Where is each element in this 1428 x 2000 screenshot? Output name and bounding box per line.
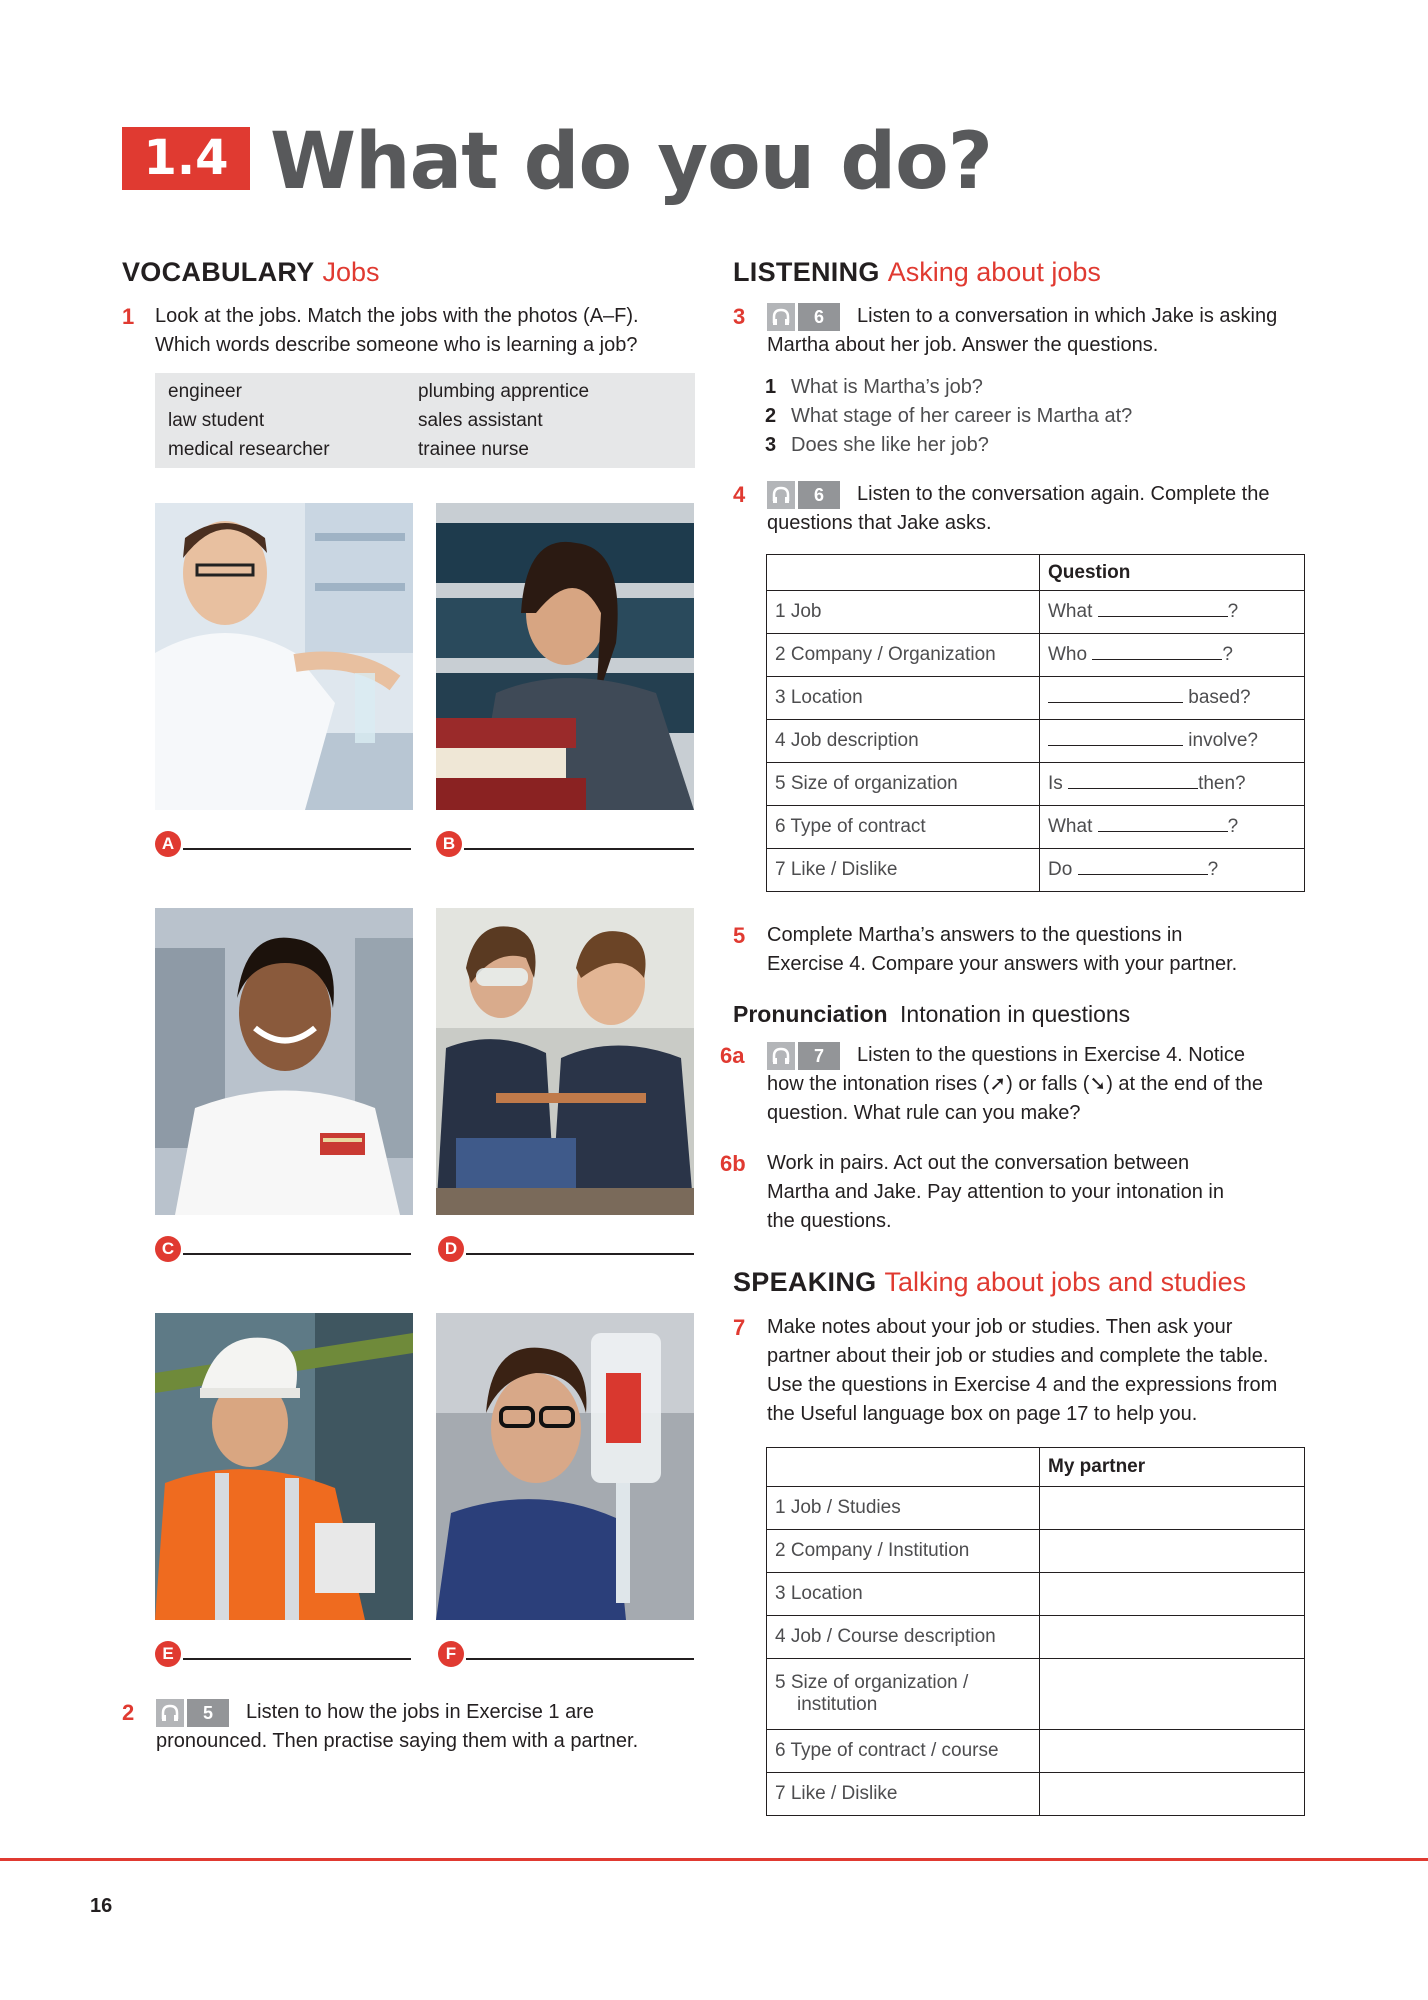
page-number: 16 xyxy=(90,1895,113,1917)
table-corner xyxy=(767,555,1040,591)
list-item: 3 Does she like her job? xyxy=(765,434,989,456)
photo-letter: A xyxy=(155,831,181,857)
table-row xyxy=(767,1773,1305,1816)
row-label: 3 Location xyxy=(767,1573,1040,1616)
photo-letter: B xyxy=(436,831,462,857)
instruction-line: Look at the jobs. Match the jobs with the photos (A–F). xyxy=(155,305,639,327)
listening-label: LISTENING xyxy=(733,257,880,287)
row-label: 5 Size of organization / institution xyxy=(767,1659,1040,1730)
table-row xyxy=(767,1616,1305,1659)
row-label: 1 Job / Studies xyxy=(767,1487,1040,1530)
row-label: 2 Company / Organization xyxy=(767,634,1040,677)
pronunciation-label: Pronunciation xyxy=(733,1001,888,1027)
answer-line[interactable] xyxy=(466,1253,694,1255)
exercise-6a xyxy=(720,1041,1340,1128)
table-header: Question xyxy=(1040,555,1305,591)
student-reading-photo xyxy=(436,503,694,810)
list-item: 2 What stage of her career is Martha at? xyxy=(765,405,1133,427)
row-label: 3 Location xyxy=(767,677,1040,720)
photo-letter: D xyxy=(438,1236,464,1262)
instruction-line: Martha about her job. Answer the questions. xyxy=(767,334,1159,356)
question-table xyxy=(766,554,1305,892)
instruction-line: Listen to a conversation in which Jake is asking xyxy=(857,305,1278,327)
photo-letter: C xyxy=(155,1236,181,1262)
instruction-line: Exercise 4. Compare your answers with your partner. xyxy=(767,953,1238,975)
row-label: 7 Like / Dislike xyxy=(767,849,1040,892)
word-item: medical researcher xyxy=(168,439,330,460)
row-label: 2 Company / Institution xyxy=(767,1530,1040,1573)
row-label: 6 Type of contract / course xyxy=(767,1730,1040,1773)
page-title: What do you do? xyxy=(270,117,993,207)
row-label: 4 Job / Course description xyxy=(767,1616,1040,1659)
partner-table xyxy=(766,1447,1305,1816)
instruction-line: Complete Martha’s answers to the questions in xyxy=(767,924,1183,946)
table-row xyxy=(767,1530,1305,1573)
answer-line[interactable] xyxy=(464,848,694,850)
answer-cell[interactable] xyxy=(1040,1487,1305,1530)
answer-cell[interactable]: involve? xyxy=(1040,720,1305,763)
table-row xyxy=(767,763,1305,806)
word-item: sales assistant xyxy=(418,410,543,431)
answer-cell[interactable] xyxy=(1040,1730,1305,1773)
instruction-line: partner about their job or studies and complete the table. xyxy=(767,1345,1269,1367)
exercise-number: 3 xyxy=(733,304,746,329)
answer-cell[interactable]: What ? xyxy=(1040,591,1305,634)
row-label: 7 Like / Dislike xyxy=(767,1773,1040,1816)
answer-cell[interactable]: Who ? xyxy=(1040,634,1305,677)
word-item: law student xyxy=(168,410,265,431)
answer-line[interactable] xyxy=(466,1658,694,1660)
table-row xyxy=(767,720,1305,763)
photo-letter: E xyxy=(155,1641,181,1667)
track-number: 6 xyxy=(798,303,840,331)
answer-line[interactable] xyxy=(183,1658,411,1660)
exercise-number: 6b xyxy=(720,1151,746,1176)
word-box xyxy=(155,373,695,468)
table-row xyxy=(767,677,1305,720)
speaking-heading xyxy=(733,1265,1246,1299)
vocabulary-subheading: Jobs xyxy=(322,257,380,287)
table-header: My partner xyxy=(1040,1448,1305,1487)
instruction-line: Which words describe someone who is learning a job? xyxy=(155,334,638,356)
instruction-line: Martha and Jake. Pay attention to your intonation in xyxy=(767,1181,1224,1203)
row-label: 4 Job description xyxy=(767,720,1040,763)
word-item: engineer xyxy=(168,381,242,402)
exercise-3 xyxy=(733,302,1333,360)
exercise-number: 1 xyxy=(122,304,135,329)
table-corner xyxy=(767,1448,1040,1487)
instruction-line: the questions. xyxy=(767,1210,892,1232)
word-item: trainee nurse xyxy=(418,439,529,460)
exercise-number: 7 xyxy=(733,1315,746,1340)
apprentice-photo xyxy=(436,908,694,1215)
headphones-icon xyxy=(767,1042,795,1070)
word-item: plumbing apprentice xyxy=(418,381,590,402)
nurse-photo xyxy=(436,1313,694,1620)
exercise-number: 2 xyxy=(122,1700,135,1725)
row-label: 6 Type of contract xyxy=(767,806,1040,849)
vocabulary-heading xyxy=(122,255,380,289)
exercise-number: 5 xyxy=(733,923,746,948)
answer-line[interactable] xyxy=(183,1253,411,1255)
sales-assistant-photo xyxy=(155,908,413,1215)
answer-cell[interactable]: What ? xyxy=(1040,806,1305,849)
instruction-line: Listen to the conversation again. Complete the xyxy=(857,483,1270,505)
audio-track[interactable] xyxy=(767,303,840,331)
headphones-icon xyxy=(156,1699,184,1727)
pronunciation-heading xyxy=(733,999,1130,1029)
table-row xyxy=(767,849,1305,892)
instruction-line: the Useful language box on page 17 to help you. xyxy=(767,1403,1198,1425)
instruction-line: questions that Jake asks. xyxy=(767,512,992,534)
list-item: 1 What is Martha’s job? xyxy=(765,376,983,398)
exercise-4 xyxy=(733,480,1333,538)
audio-track[interactable] xyxy=(767,1042,840,1070)
exercise-6b xyxy=(720,1149,1340,1236)
table-row xyxy=(767,1730,1305,1773)
headphones-icon xyxy=(767,303,795,331)
answer-cell[interactable] xyxy=(1040,1659,1305,1730)
photo-letter: F xyxy=(438,1641,464,1667)
answer-cell[interactable] xyxy=(1040,1616,1305,1659)
instruction-line: pronounced. Then practise saying them with a partner. xyxy=(156,1730,639,1752)
answer-cell[interactable]: Do ? xyxy=(1040,849,1305,892)
instruction-line: Work in pairs. Act out the conversation between xyxy=(767,1152,1190,1174)
footer-rule xyxy=(0,1858,1428,1861)
engineer-photo xyxy=(155,1313,413,1620)
listening-subheading: Asking about jobs xyxy=(887,257,1101,287)
speaking-subheading: Talking about jobs and studies xyxy=(884,1267,1247,1297)
question-list xyxy=(765,373,1325,460)
row-label: 5 Size of organization xyxy=(767,763,1040,806)
unit-number-badge: 1.4 xyxy=(122,127,250,190)
pronunciation-subheading: Intonation in questions xyxy=(900,1001,1131,1027)
audio-track[interactable] xyxy=(156,1699,229,1727)
exercise-1 xyxy=(122,302,702,360)
instruction-line: Make notes about your job or studies. Then ask your xyxy=(767,1316,1233,1338)
exercise-number: 6a xyxy=(720,1043,745,1068)
headphones-icon xyxy=(767,481,795,509)
table-row xyxy=(767,591,1305,634)
exercise-2 xyxy=(122,1698,702,1756)
instruction-line: Listen to the questions in Exercise 4. Notice xyxy=(857,1044,1245,1066)
instruction-line: how the intonation rises (➚) or falls (➘) at the end of the xyxy=(767,1073,1263,1095)
instruction-line: question. What rule can you make? xyxy=(767,1102,1081,1124)
answer-cell[interactable]: Is then? xyxy=(1040,763,1305,806)
row-label: 1 Job xyxy=(767,591,1040,634)
instruction-line: Listen to how the jobs in Exercise 1 are xyxy=(246,1701,594,1723)
answer-cell[interactable]: based? xyxy=(1040,677,1305,720)
answer-cell[interactable] xyxy=(1040,1530,1305,1573)
table-row xyxy=(767,1573,1305,1616)
answer-cell[interactable] xyxy=(1040,1573,1305,1616)
table-row xyxy=(767,1487,1305,1530)
track-number: 7 xyxy=(798,1042,840,1070)
table-row xyxy=(767,1659,1305,1730)
audio-track[interactable] xyxy=(767,481,840,509)
vocabulary-label: VOCABULARY xyxy=(122,257,315,287)
track-number: 6 xyxy=(798,481,840,509)
track-number: 5 xyxy=(187,1699,229,1727)
exercise-5 xyxy=(733,921,1333,979)
speaking-label: SPEAKING xyxy=(733,1267,877,1297)
table-row xyxy=(767,634,1305,677)
exercise-7 xyxy=(733,1313,1353,1429)
listening-heading xyxy=(733,255,1101,289)
table-row xyxy=(767,806,1305,849)
answer-line[interactable] xyxy=(183,848,411,850)
exercise-number: 4 xyxy=(733,482,746,507)
scientist-photo xyxy=(155,503,413,810)
instruction-line: Use the questions in Exercise 4 and the expressions from xyxy=(767,1374,1278,1396)
answer-cell[interactable] xyxy=(1040,1773,1305,1816)
